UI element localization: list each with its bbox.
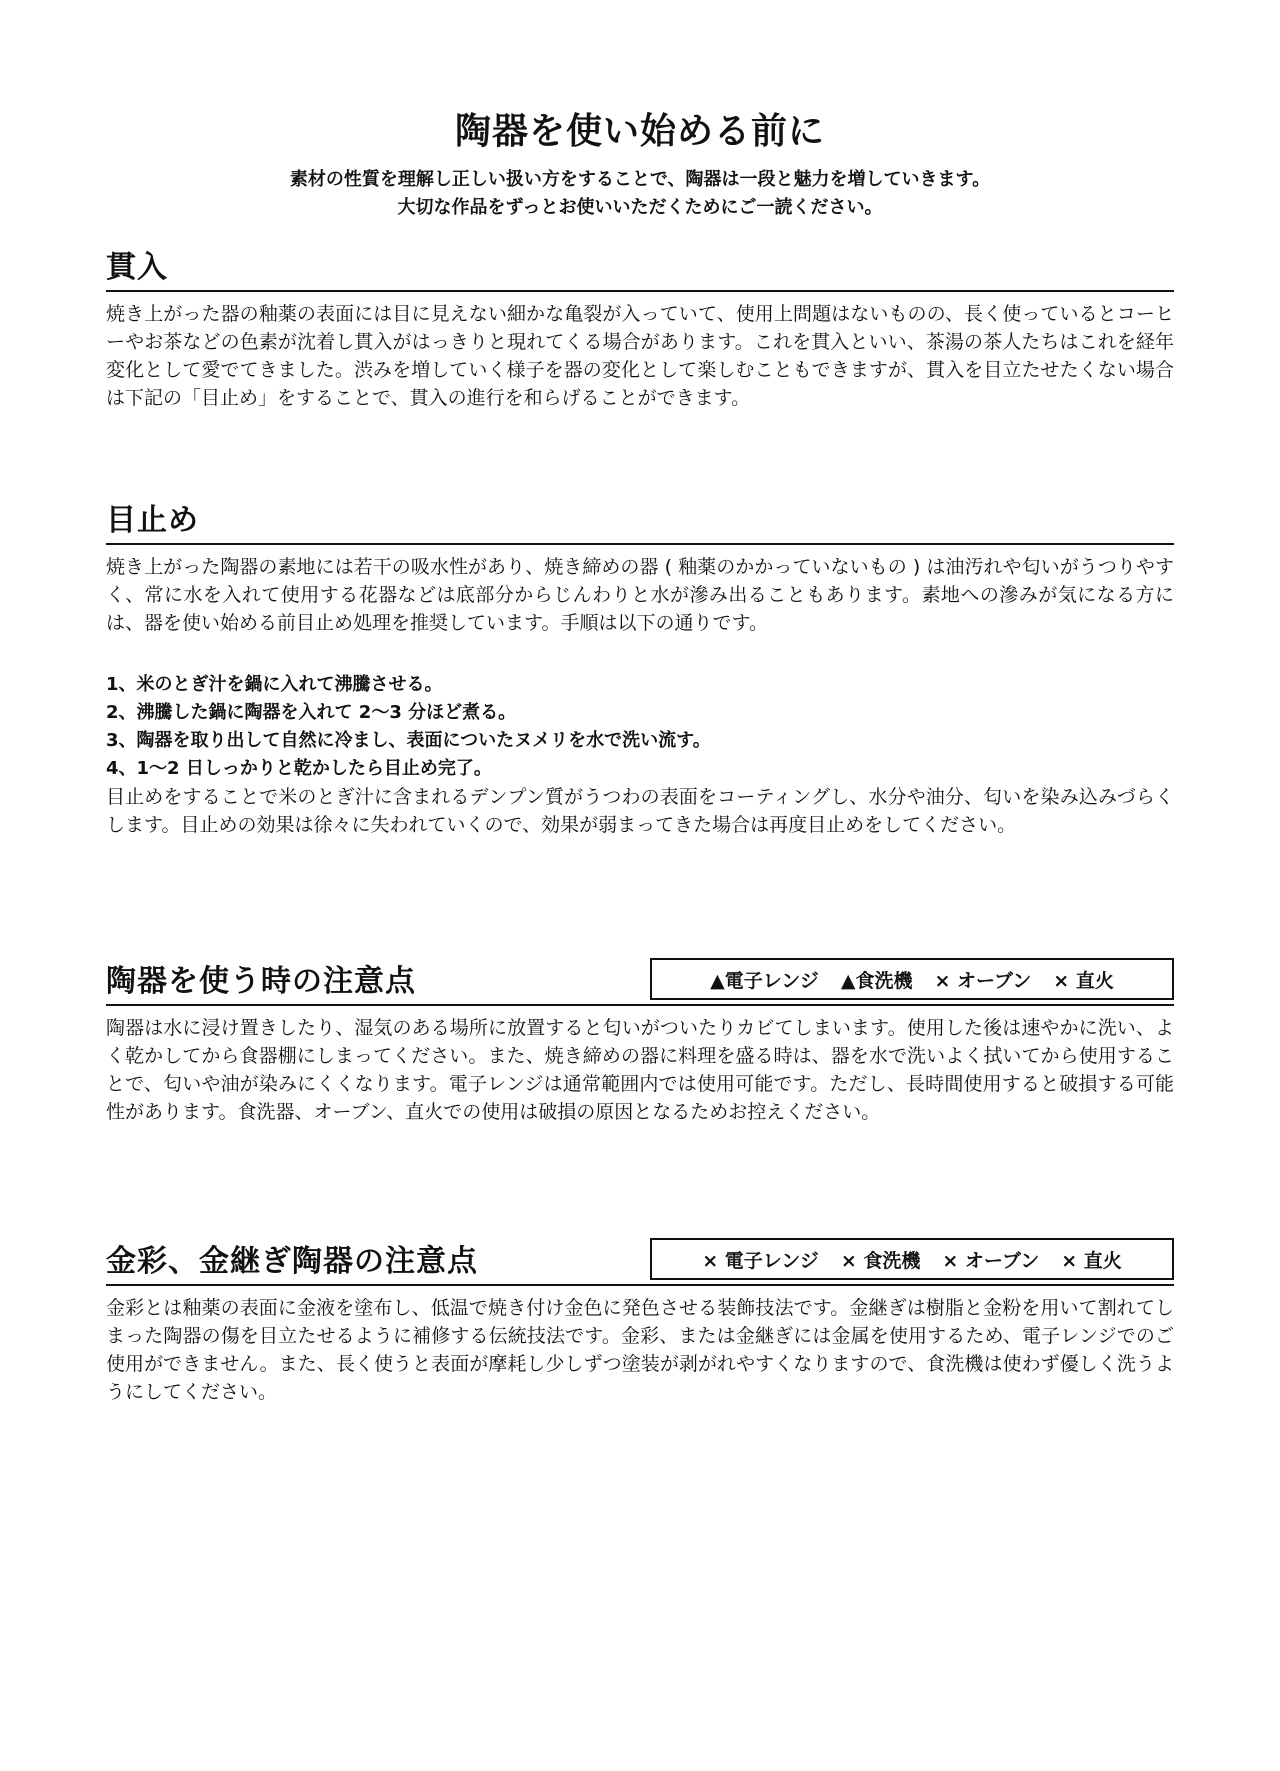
badge-dishwasher: × 食洗機 [840, 1249, 921, 1272]
medome-step-1: 1、米のとぎ汁を鍋に入れて沸騰させる。 [106, 674, 443, 695]
section-body-medome [106, 553, 1174, 839]
gold-compatibility-badge [650, 1238, 1174, 1280]
badge-direct-fire: × 直火 [1061, 1249, 1122, 1272]
usage-paragraph: 陶器は水に浸け置きしたり、湿気のある場所に放置すると匂いがついたりカビてしまいます。使用した後は速やかに洗い、よく乾かしてから食器棚にしまってください。また、焼き締めの器に料理を盛る時は、器を水で洗いよく拭いてから使用することで、匂いや油が染みにくくなります。電子レンジは通常範囲内では使用可能です。ただし、長時間使用すると破損する可能性があります。食洗器、オーブン、直火での使用は破損の原因となるためお控えください。 [106, 1017, 1174, 1123]
section-gold [106, 1238, 1174, 1406]
kannyu-paragraph: 焼き上がった器の釉薬の表面には目に見えない細かな亀裂が入っていて、使用上問題はないものの、長く使っているとコーヒーやお茶などの色素が沈着し貫入がはっきりと現れてくる場合があります。これを貫入といい、茶湯の茶人たちはこれを経年変化として愛でてきました。渋みを増していく様子を器の変化として楽しむこともできますが、貫入を目立たせたくない場合は下記の「目止め」をすることで、貫入の進行を和らげることができます。 [106, 303, 1174, 409]
section-title-usage: 陶器を使う時の注意点 [106, 964, 416, 999]
medome-steps-list [106, 671, 1174, 783]
badge-microwave: ▲電子レンジ [710, 969, 819, 992]
badge-microwave: × 電子レンジ [702, 1249, 819, 1272]
section-medome [106, 497, 1174, 839]
section-body-gold [106, 1294, 1174, 1406]
badge-direct-fire: × 直火 [1053, 969, 1114, 992]
usage-compatibility-badge [650, 958, 1174, 1000]
section-header [106, 497, 1174, 545]
page-subtitle-line-2: 大切な作品をずっとお使いいただくためにご一読ください。 [397, 197, 883, 218]
section-header [106, 958, 1174, 1006]
section-title-kannyu: 貫入 [106, 250, 168, 285]
medome-step-2: 2、沸騰した鍋に陶器を入れて 2〜3 分ほど煮る。 [106, 702, 517, 723]
page-title: 陶器を使い始める前に [454, 111, 825, 152]
section-title-gold: 金彩、金継ぎ陶器の注意点 [106, 1244, 478, 1279]
badge-oven: × オーブン [942, 1249, 1040, 1272]
section-kannyu [106, 244, 1174, 412]
gold-paragraph: 金彩とは釉薬の表面に金液を塗布し、低温で焼き付け金色に発色させる装飾技法です。金継ぎは樹脂と金粉を用いて割れてしまった陶器の傷を目立たせるように補修する伝統技法です。金彩、または金継ぎには金属を使用するため、電子レンジでのご使用ができません。また、長く使うと表面が摩耗し少しずつ塗装が剥がれやすくなりますので、食洗機は使わず優しく洗うようにしてください。 [106, 1297, 1174, 1403]
section-title-medome: 目止め [106, 503, 199, 538]
page-subtitle-line-1: 素材の性質を理解し正しい扱い方をすることで、陶器は一段と魅力を増していきます。 [289, 169, 991, 190]
section-usage [106, 958, 1174, 1126]
badge-oven: × オーブン [934, 969, 1032, 992]
section-header [106, 1238, 1174, 1286]
badge-dishwasher: ▲食洗機 [840, 969, 913, 992]
section-body-kannyu [106, 300, 1174, 412]
medome-paragraph: 焼き上がった陶器の素地には若干の吸水性があり、焼き締めの器 ( 釉薬のかかっていないもの ) は油汚れや匂いがうつりやすく、常に水を入れて使用する花器などは底部分からじんわりと水が滲み出ることもあります。素地への滲みが気になる方には、器を使い始める前目止め処理を推奨しています。手順は以下の通りです。 [106, 556, 1174, 634]
medome-after-paragraph: 目止めをすることで米のとぎ汁に含まれるデンプン質がうつわの表面をコーティングし、水分や油分、匂いを染み込みづらくします。目止めの効果は徐々に失われていくので、効果が弱まってきた場合は再度目止めをしてください。 [106, 786, 1174, 836]
section-body-usage [106, 1014, 1174, 1126]
medome-step-4: 4、1〜2 日しっかりと乾かしたら目止め完了。 [106, 758, 492, 779]
medome-step-3: 3、陶器を取り出して自然に冷まし、表面についたヌメリを水で洗い流す。 [106, 730, 711, 751]
section-header [106, 244, 1174, 292]
